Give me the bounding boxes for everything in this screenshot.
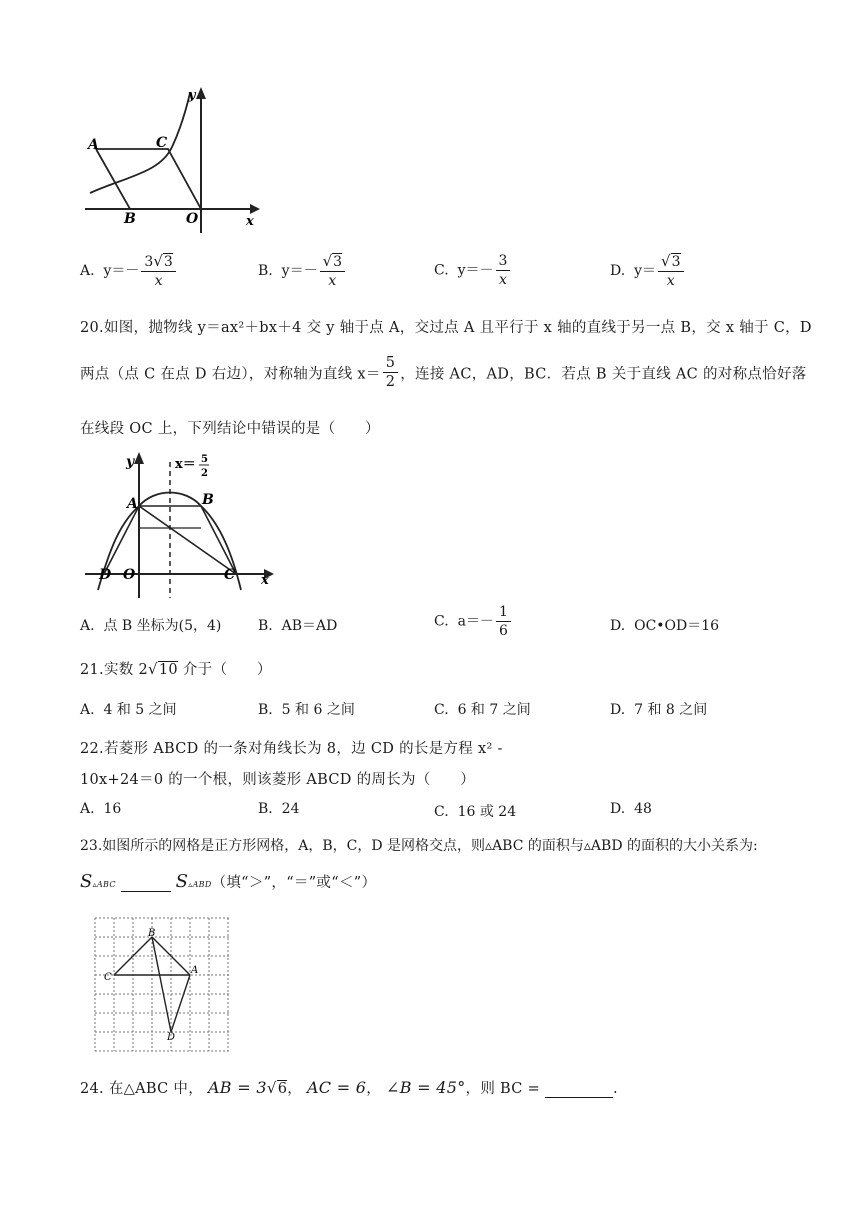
q22-option-c[interactable]: C. 16 或 24 bbox=[434, 804, 517, 820]
q20-option-b[interactable]: B. AB＝AD bbox=[258, 618, 338, 634]
q20-figure bbox=[80, 448, 280, 600]
q19-label-A: A bbox=[88, 137, 99, 153]
q20-line3: 在线段 OC 上，下列结论中错误的是（ ） bbox=[80, 421, 380, 437]
q19-label-C: C bbox=[156, 135, 168, 151]
q22-line2: 10x+24＝0 的一个根，则该菱形 ABCD 的周长为（ ） bbox=[80, 772, 475, 788]
q19-label-B: B bbox=[124, 211, 136, 227]
q19-option-d[interactable]: D. y＝ $\frac{√3}{x}$ bbox=[610, 252, 686, 290]
q22-option-b[interactable]: B. 24 bbox=[258, 801, 300, 817]
fraction: $\frac{√3}{x}$ bbox=[658, 252, 683, 290]
fraction: $\frac{5}{2}$ bbox=[383, 354, 399, 391]
q20-label-y: y bbox=[126, 454, 135, 470]
q23-label-A: A bbox=[191, 965, 199, 976]
option-label: D. bbox=[610, 263, 626, 279]
q23-label-D: D bbox=[167, 1032, 176, 1043]
q20-option-d[interactable]: D. OC•OD＝16 bbox=[610, 618, 720, 634]
q19-option-c[interactable]: C. y＝－ $\frac{3}{x}$ bbox=[434, 252, 512, 289]
q20-line2: 两点（点 C 在点 D 右边），对称轴为直线 x＝ $\frac{5}{2}$ ，连接 AC，AD，BC．若点 B 关于直线 AC 的对称点恰好落 bbox=[80, 355, 807, 390]
answer-blank[interactable] bbox=[545, 1081, 613, 1098]
q24-stem: 24. 在△ABC 中， AB = 3√6， AC = 6， ∠B = 45°，则 BC = . bbox=[80, 1078, 618, 1097]
q19-label-x: x bbox=[246, 214, 254, 229]
q23-grid-figure bbox=[90, 912, 240, 1057]
q19-label-y: y bbox=[188, 88, 196, 103]
q20-line1: 20.如图，抛物线 y＝ax²＋bx＋4 交 y 轴于点 A，交过点 A 且平行于 x 轴的直线于另一点 B，交 x 轴于 C，D bbox=[80, 320, 812, 336]
q22-option-a[interactable]: A. 16 bbox=[80, 801, 122, 817]
answer-blank[interactable] bbox=[121, 875, 171, 892]
q20-axis-label: x＝ bbox=[175, 457, 196, 472]
q19-option-b[interactable]: B. y＝－ $\frac{√3}{x}$ bbox=[258, 252, 347, 290]
q21-stem: 21.实数 2√10 介于（ ） bbox=[80, 660, 272, 678]
q20-label-O: O bbox=[123, 567, 136, 583]
q20-label-D: D bbox=[99, 567, 112, 583]
fraction: $\frac{1}{6}$ bbox=[496, 603, 511, 640]
q19-label-O: O bbox=[186, 211, 199, 227]
q21-option-c[interactable]: C. 6 和 7 之间 bbox=[434, 702, 531, 718]
q20-label-A: A bbox=[127, 496, 138, 512]
q20-label-C: C bbox=[224, 567, 236, 583]
fraction: $\frac{3√3}{x}$ bbox=[141, 252, 175, 290]
q21-option-a[interactable]: A. 4 和 5 之间 bbox=[80, 702, 177, 718]
q19-figure bbox=[80, 85, 260, 235]
q22-line1: 22.若菱形 ABCD 的一条对角线长为 8，边 CD 的长是方程 x² - bbox=[80, 741, 503, 757]
q21-option-d[interactable]: D. 7 和 8 之间 bbox=[610, 702, 708, 718]
q20-axis-frac-num: 5 bbox=[201, 454, 208, 465]
q23-line1: 23.如图所示的网格是正方形网格，A，B，C，D 是网格交点，则▵ABC 的面积与▵ABD 的面积的大小关系为: bbox=[80, 838, 758, 854]
q20-label-x: x bbox=[261, 573, 269, 588]
fraction: $\frac{√3}{x}$ bbox=[320, 252, 345, 290]
option-label: C. bbox=[434, 262, 449, 279]
q20-axis-frac-den: 2 bbox=[201, 468, 208, 479]
q20-label-B: B bbox=[202, 492, 214, 508]
fraction: $\frac{3}{x}$ bbox=[496, 252, 511, 289]
option-label: A. bbox=[80, 263, 95, 279]
q23-line2: S▵ABC S▵ABD（填“＞”，“＝”或“＜”） bbox=[80, 871, 377, 892]
q20-option-a[interactable]: A. 点 B 坐标为(5，4) bbox=[80, 618, 222, 634]
q20-option-c[interactable]: C. a＝－ $\frac{1}{6}$ bbox=[434, 603, 513, 640]
q21-option-b[interactable]: B. 5 和 6 之间 bbox=[258, 702, 355, 718]
q22-option-d[interactable]: D. 48 bbox=[610, 801, 652, 817]
q19-option-a[interactable]: A. y＝－ $\frac{3√3}{x}$ bbox=[80, 252, 178, 290]
option-label: B. bbox=[258, 263, 273, 279]
q23-label-B: B bbox=[148, 928, 156, 939]
q23-label-C: C bbox=[104, 972, 112, 983]
